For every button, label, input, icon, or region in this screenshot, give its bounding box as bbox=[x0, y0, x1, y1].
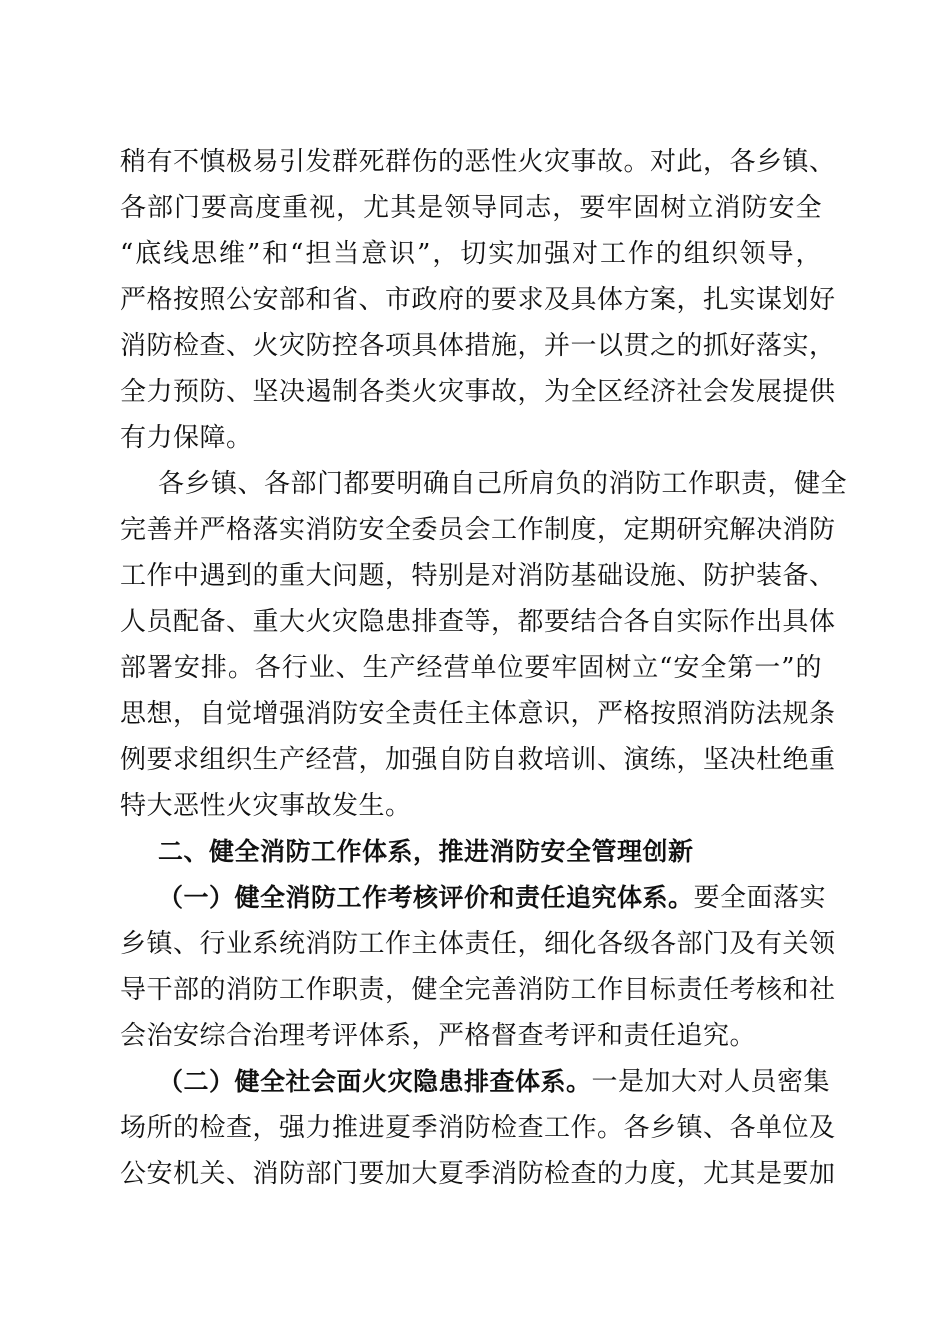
paragraph-line: 消防检查、火灾防控各项具体措施，并一以贯之的抓好落实， bbox=[120, 331, 836, 361]
paragraph-line: 工作中遇到的重大问题，特别是对消防基础设施、防护装备、 bbox=[120, 561, 836, 591]
subsection-first-line bbox=[158, 875, 827, 921]
paragraph-line: 会治安综合治理考评体系，严格督查考评和责任追究。 bbox=[120, 1021, 757, 1051]
paragraph-line: 公安机关、消防部门要加大夏季消防检查的力度，尤其是要加 bbox=[120, 1159, 836, 1189]
paragraph-line: 有力保障。 bbox=[120, 423, 253, 453]
paragraph-line: 部署安排。各行业、生产经营单位要牢固树立“安全第一”的 bbox=[120, 653, 822, 683]
paragraph-line: 乡镇、行业系统消防工作主体责任，细化各级各部门及有关领 bbox=[120, 929, 836, 959]
paragraph-line: 特大恶性火灾事故发生。 bbox=[120, 791, 412, 821]
subsection-title: （二）健全社会面火灾隐患排查体系。 bbox=[158, 1067, 592, 1096]
paragraph-line: 严格按照公安部和省、市政府的要求及具体方案，扎实谋划好 bbox=[120, 285, 836, 315]
subsection-text: 要全面落实 bbox=[693, 883, 827, 913]
paragraph-line: 导干部的消防工作职责，健全完善消防工作目标责任考核和社 bbox=[120, 975, 836, 1005]
paragraph-line: 各乡镇、各部门都要明确自己所肩负的消防工作职责，健全 bbox=[158, 469, 848, 499]
paragraph-line: 稍有不慎极易引发群死群伤的恶性火灾事故。对此，各乡镇、 bbox=[120, 147, 836, 177]
section-heading: 二、健全消防工作体系，推进消防安全管理创新 bbox=[158, 837, 694, 866]
subsection-first-line bbox=[158, 1059, 831, 1105]
paragraph-line: 全力预防、坚决遏制各类火灾事故，为全区经济社会发展提供 bbox=[120, 377, 836, 407]
paragraph-line: 例要求组织生产经营，加强自防自救培训、演练，坚决杜绝重 bbox=[120, 745, 836, 775]
paragraph-line: “底线思维”和“担当意识”，切实加强对工作的组织领导， bbox=[120, 239, 822, 269]
subsection-title: （一）健全消防工作考核评价和责任追究体系。 bbox=[158, 883, 694, 912]
paragraph-line: 场所的检查，强力推进夏季消防检查工作。各乡镇、各单位及 bbox=[120, 1113, 836, 1143]
subsection-text: 一是加大对人员密集 bbox=[591, 1067, 831, 1097]
paragraph-line: 思想，自觉增强消防安全责任主体意识，严格按照消防法规条 bbox=[120, 699, 836, 729]
paragraph-line: 各部门要高度重视，尤其是领导同志，要牢固树立消防安全 bbox=[120, 193, 822, 223]
paragraph-line: 完善并严格落实消防安全委员会工作制度，定期研究解决消防 bbox=[120, 515, 836, 545]
paragraph-line: 人员配备、重大火灾隐患排查等，都要结合各自实际作出具体 bbox=[120, 607, 836, 637]
